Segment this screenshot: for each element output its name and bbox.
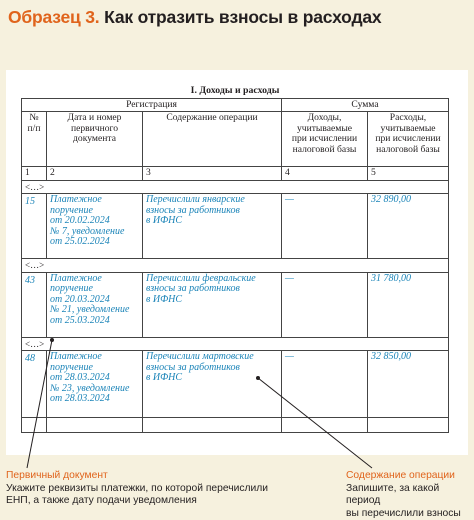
column-header-content: Содержание операции [143, 112, 282, 167]
row-number: 48 [22, 351, 47, 418]
row-number: 43 [22, 272, 47, 337]
page-header [0, 0, 474, 46]
page-title [8, 7, 381, 28]
row-content: Перечислили февральские взносы за работников в ИФНС [143, 272, 282, 337]
column-index-cell: 5 [368, 167, 449, 181]
note-primary-document-text: Укажите реквизиты платежки, по которой перечислили ЕНП, а также дату подачи уведомления [6, 483, 268, 508]
note-operation-content-title: Содержание операции [346, 470, 474, 483]
row-expense: 32 850,00 [368, 351, 449, 418]
row-income: — [282, 272, 368, 337]
row-content: Перечислили мартовские взносы за работников в ИФНС [143, 351, 282, 418]
row-document: Платежное поручение от 20.03.2024 № 21, уведомление от 25.03.2024 [47, 272, 143, 337]
column-header-expense: Расходы, учитываемые при исчислении налоговой базы [368, 112, 449, 167]
column-index-cell: 4 [282, 167, 368, 181]
row-expense: 32 890,00 [368, 194, 449, 259]
table-row [22, 351, 449, 418]
row-income: — [282, 351, 368, 418]
note-primary-document [6, 470, 268, 508]
gap-marker: <…> [22, 180, 449, 194]
row-income: — [282, 194, 368, 259]
row-expense: 31 780,00 [368, 272, 449, 337]
column-header-number: № п/п [22, 112, 47, 167]
title-accent: Образец 3. [8, 7, 99, 27]
table-row [22, 272, 449, 337]
gap-marker: <…> [22, 259, 449, 273]
title-text: Как отразить взносы в расходах [104, 7, 381, 27]
column-index-cell: 3 [143, 167, 282, 181]
column-index-cell: 1 [22, 167, 47, 181]
sum-group-header: Сумма [282, 98, 449, 112]
note-primary-document-title: Первичный документ [6, 470, 268, 483]
row-content: Перечислили январские взносы за работников в ИФНС [143, 194, 282, 259]
column-index-cell: 2 [47, 167, 143, 181]
table-row [22, 194, 449, 259]
table-caption: I. Доходы и расходы [22, 84, 449, 98]
row-number: 15 [22, 194, 47, 259]
income-expense-table [21, 84, 449, 433]
row-document: Платежное поручение от 28.03.2024 № 23, уведомление от 28.03.2024 [47, 351, 143, 418]
row-document: Платежное поручение от 20.02.2024 № 7, уведомление от 25.02.2024 [47, 194, 143, 259]
registration-group-header: Регистрация [22, 98, 282, 112]
column-header-income: Доходы, учитываемые при исчислении налоговой базы [282, 112, 368, 167]
note-operation-content [346, 470, 474, 520]
gap-marker: <…> [22, 337, 449, 351]
column-header-document: Дата и номер первичного документа [47, 112, 143, 167]
note-operation-content-text: Запишите, за какой период вы перечислили взносы [346, 483, 474, 520]
